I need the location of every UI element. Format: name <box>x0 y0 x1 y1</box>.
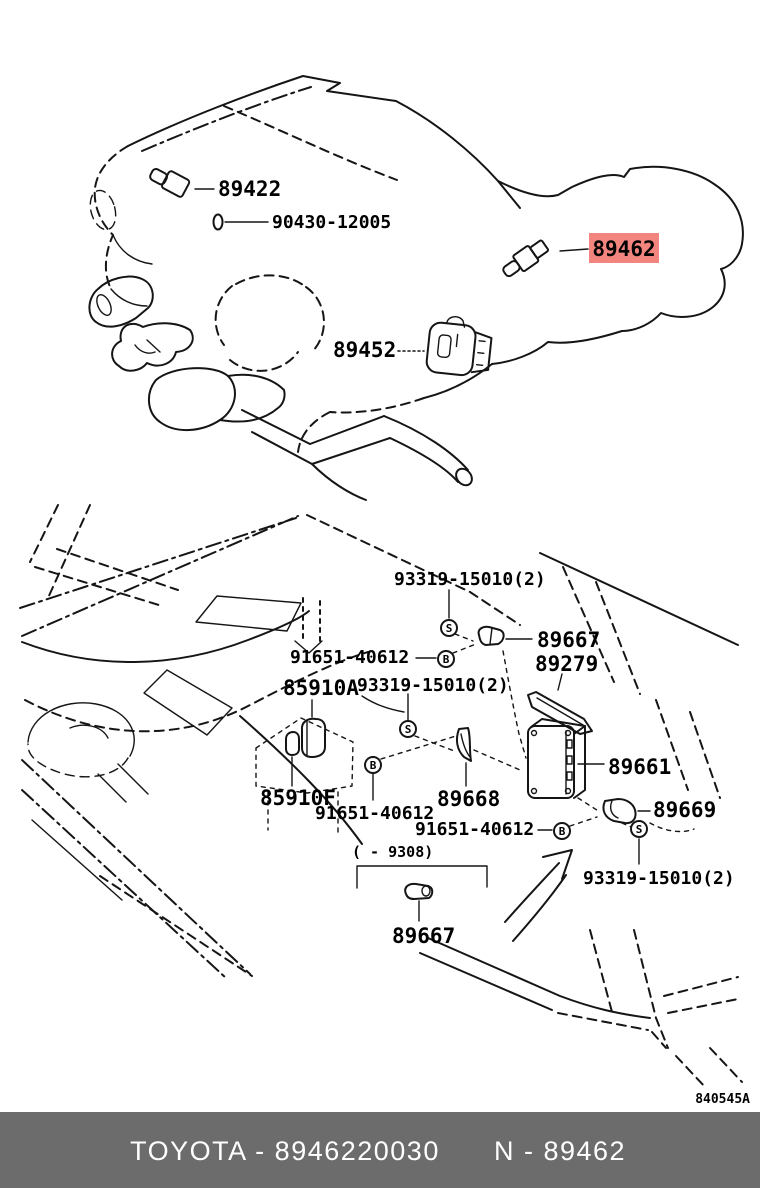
drawing-code: 840545A <box>695 1092 750 1107</box>
relay-85910f <box>286 732 299 786</box>
part-label-89668: 89668 <box>437 787 501 811</box>
interior-outline <box>20 505 742 1088</box>
part-label-93319-bottom: 93319-15010(2) <box>583 868 735 889</box>
part-label-91651-c: 91651-40612 <box>415 819 535 840</box>
bolt-symbol <box>365 757 381 773</box>
highlighted-part-link[interactable] <box>589 233 659 263</box>
part-label-89669: 89669 <box>653 798 717 822</box>
bolt-symbol-letter: B <box>558 825 566 838</box>
clamp-89667-bottom <box>405 884 432 921</box>
water-temperature-sensor-89462 <box>499 237 550 281</box>
leader-89462 <box>560 249 588 251</box>
footer-part-number: TOYOTA - 8946220030 <box>130 1136 440 1166</box>
camshaft-position-sensor-89422 <box>148 163 190 198</box>
part-label-93319-top: 93319-15010(2) <box>394 569 546 590</box>
grommet-89669 <box>603 799 650 823</box>
part-label-89462[interactable]: 89462 <box>592 237 656 261</box>
throttle-position-sensor-89452 <box>426 314 494 378</box>
boot-89668 <box>457 728 471 786</box>
part-label-93319-mid: 93319-15010(2) <box>357 675 509 696</box>
screw-symbol <box>441 620 457 636</box>
part-label-89452: 89452 <box>333 338 397 362</box>
screw-symbol-letter: S <box>635 823 643 836</box>
part-label-90430-12005: 90430-12005 <box>272 212 392 233</box>
footer-bar <box>0 1112 760 1188</box>
date-range-label: ( - 9308) <box>352 843 434 861</box>
screw-symbol <box>631 821 647 837</box>
o-ring-90430 <box>214 215 223 230</box>
relay-85910a <box>302 700 325 757</box>
leader-screw-mid <box>362 696 404 712</box>
footer-catalog-number: N - 89462 <box>493 1136 627 1166</box>
direction-arrow <box>505 850 572 941</box>
part-label-89667-bottom: 89667 <box>392 924 456 948</box>
part-label-89279: 89279 <box>535 652 599 676</box>
clamp-89667-top <box>479 627 532 645</box>
bolt-symbol-letter: B <box>442 653 450 666</box>
part-label-89422: 89422 <box>218 177 282 201</box>
bolt-symbol <box>438 651 454 667</box>
part-label-85910f: 85910F <box>260 786 336 810</box>
part-label-89667-top: 89667 <box>537 628 601 652</box>
screw-symbol-letter: S <box>445 622 453 635</box>
engine-outline <box>86 76 743 500</box>
bolt-symbol-letter: B <box>369 759 377 772</box>
bolt-symbol <box>554 823 570 839</box>
screw-symbol <box>400 721 416 737</box>
part-label-85910a: 85910A <box>283 676 359 700</box>
screw-symbol-letter: S <box>404 723 412 736</box>
part-label-91651-b: 91651-40612 <box>315 803 435 824</box>
part-label-89661: 89661 <box>608 755 672 779</box>
part-label-91651-a: 91651-40612 <box>290 647 410 668</box>
